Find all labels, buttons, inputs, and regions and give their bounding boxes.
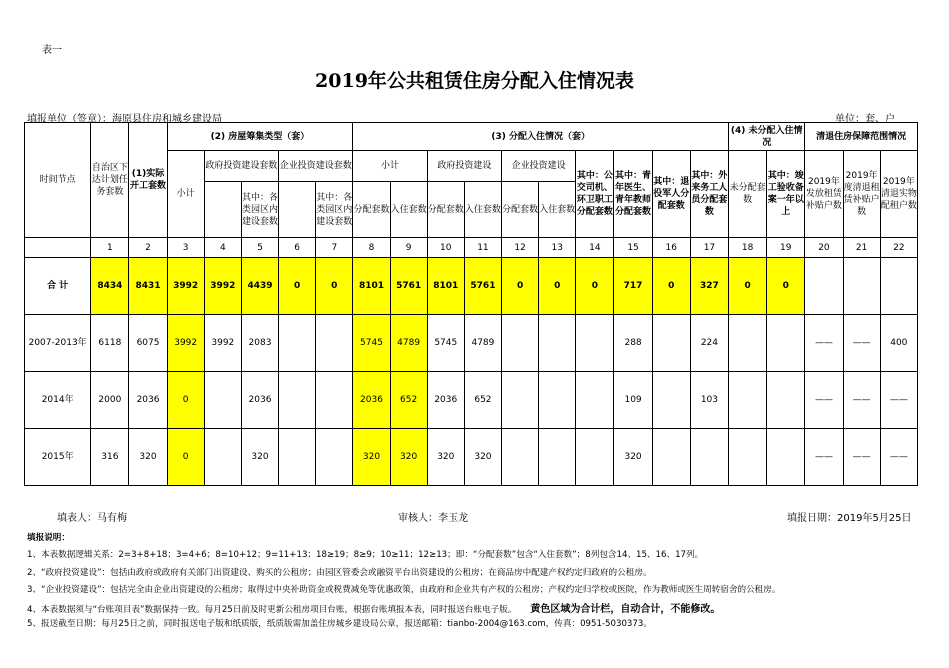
- column-number: 12: [502, 238, 539, 258]
- table-cell: [204, 429, 241, 486]
- row-label: 合 计: [25, 258, 91, 315]
- table-cell: [502, 372, 539, 429]
- table-cell: [767, 372, 805, 429]
- table-cell: [502, 315, 539, 372]
- table-cell: ——: [843, 372, 880, 429]
- table-cell: [767, 429, 805, 486]
- table-cell: 8431: [129, 258, 167, 315]
- document-title: 2019年公共租赁住房分配入住情况表: [315, 70, 634, 92]
- table-row: [25, 372, 918, 429]
- table-cell: 652: [464, 372, 501, 429]
- table-cell: [279, 429, 316, 486]
- column-number-row: [25, 238, 918, 258]
- table-cell: 8101: [427, 258, 464, 315]
- unit-label: 单位：套、户: [835, 114, 895, 125]
- header-col-12: 分配套数: [502, 182, 539, 238]
- column-number: 22: [880, 238, 917, 258]
- table-cell: 320: [129, 429, 167, 486]
- column-number: 7: [316, 238, 353, 258]
- table-cell: 2036: [353, 372, 390, 429]
- column-number: 16: [652, 238, 690, 258]
- table-cell: 717: [614, 258, 652, 315]
- table-cell: 5745: [427, 315, 464, 372]
- table-cell: [279, 372, 316, 429]
- column-number: 13: [539, 238, 576, 258]
- table-cell: ——: [805, 315, 843, 372]
- table-cell: 0: [167, 372, 204, 429]
- table-cell: [316, 372, 353, 429]
- table-cell: ——: [805, 429, 843, 486]
- table-cell: [729, 429, 767, 486]
- filling-unit: 填报单位（签章）：海原县住房和城乡建设局: [27, 114, 222, 125]
- row-label: 2014年: [25, 372, 91, 429]
- header-col-7: 其中：各类园区内建设套数: [316, 182, 353, 238]
- table-cell: 2083: [241, 315, 278, 372]
- notes-title: 填报说明：: [27, 533, 70, 543]
- note-item: 3、“企业投资建设”：包括完全由企业出资建设的公租房；取得过中央补助资金或税费减免等优惠政策，由政府和企业共有产权的公租房；产权约定归学校或医院，作为教师或医生周转宿舍的公租房。: [27, 585, 781, 595]
- table-cell: 224: [690, 315, 728, 372]
- fill-date: 填报日期：2019年5月25日: [787, 513, 912, 524]
- table-cell: 3992: [167, 258, 204, 315]
- table-cell: ——: [880, 429, 917, 486]
- table-cell: 320: [241, 429, 278, 486]
- header-col-1: 自治区下达计划任务套数: [91, 123, 129, 238]
- table-cell: 327: [690, 258, 728, 315]
- table-cell: [316, 315, 353, 372]
- table-cell: [576, 429, 614, 486]
- note-text: 4、本表数据须与“台账项目表”数据保持一致。每月25日前及时更新公租房项目台账，根据台账填报本表，同时报送台账电子版。: [27, 605, 517, 615]
- row-label: 2007-2013年: [25, 315, 91, 372]
- header-col-11: 入住套数: [464, 182, 501, 238]
- row-label: 2015年: [25, 429, 91, 486]
- table-cell: ——: [843, 429, 880, 486]
- header-col-2: (1)实际开工套数: [129, 123, 167, 238]
- allocation-table: [24, 122, 918, 486]
- header-col-19: 其中：竣工验收备案一年以上: [767, 151, 805, 238]
- note-item: 1、本表数据逻辑关系：2=3+8+18；3=4+6；8=10+12；9=11+13；18≥19；8≥9；10≥11；12≥13；即：“分配套数”包含“入住套数”；8列包含14、15、16、17列。: [27, 550, 704, 560]
- table-cell: [652, 315, 690, 372]
- header-gov-invest: 政府投资建设套数: [204, 151, 278, 182]
- column-number: 17: [690, 238, 728, 258]
- table-cell: 2036: [129, 372, 167, 429]
- table-cell: 3992: [204, 258, 241, 315]
- table-cell: [316, 429, 353, 486]
- table-row: [25, 429, 918, 486]
- table-cell: 400: [880, 315, 917, 372]
- header-subtotal: 小计: [353, 151, 427, 182]
- column-number: 11: [464, 238, 501, 258]
- column-number: 15: [614, 238, 652, 258]
- table-cell: [576, 372, 614, 429]
- table-cell: 0: [502, 258, 539, 315]
- column-number: 1: [91, 238, 129, 258]
- column-number: 5: [241, 238, 278, 258]
- note-item: [27, 600, 720, 615]
- table-cell: [843, 258, 880, 315]
- table-cell: ——: [880, 372, 917, 429]
- note-highlight-warning: 黄色区域为合计栏，自动合计，不能修改。: [530, 604, 721, 615]
- table-cell: 316: [91, 429, 129, 486]
- header-col-21: 2019年度清退租赁补贴户数: [843, 151, 880, 238]
- header-col-3: 小计: [167, 151, 204, 238]
- column-number: 21: [843, 238, 880, 258]
- table-cell: [652, 372, 690, 429]
- column-number-blank: [25, 238, 91, 258]
- table-cell: 6118: [91, 315, 129, 372]
- table-cell: ——: [843, 315, 880, 372]
- table-cell: 0: [652, 258, 690, 315]
- header-col-9: 入住套数: [390, 182, 427, 238]
- table-cell: [652, 429, 690, 486]
- column-number: 3: [167, 238, 204, 258]
- table-cell: [502, 429, 539, 486]
- column-number: 4: [204, 238, 241, 258]
- header-group-unallocated: (4) 未分配入住情况: [729, 123, 805, 151]
- header-col-13: 入住套数: [539, 182, 576, 238]
- table-cell: [539, 372, 576, 429]
- table-cell: 2036: [427, 372, 464, 429]
- filler-name: 填表人：马有梅: [57, 513, 127, 524]
- table-cell: [729, 315, 767, 372]
- table-cell: 320: [353, 429, 390, 486]
- header-group-housing-type: (2) 房屋筹集类型（套）: [167, 123, 353, 151]
- table-cell: 652: [390, 372, 427, 429]
- table-cell: [880, 258, 917, 315]
- table-cell: 109: [614, 372, 652, 429]
- table-cell: ——: [805, 372, 843, 429]
- column-number: 18: [729, 238, 767, 258]
- table-cell: [767, 315, 805, 372]
- table-cell: 3992: [204, 315, 241, 372]
- table-cell: 5761: [390, 258, 427, 315]
- table-cell: [729, 372, 767, 429]
- table-cell: 4439: [241, 258, 278, 315]
- table-row-total: [25, 258, 918, 315]
- header-time-node: 时间节点: [25, 123, 91, 238]
- header-col-22: 2019年清退实物配租户数: [880, 151, 917, 238]
- table-cell: 320: [464, 429, 501, 486]
- note-item: 5、报送截至日期：每月25日之前，同时报送电子版和纸质版，纸质版需加盖住房城乡建设局公章，报送邮箱：tianbo-2004@163.com，传真：0951-5030373。: [27, 619, 652, 629]
- table-cell: [690, 429, 728, 486]
- table-cell: 4789: [464, 315, 501, 372]
- column-number: 14: [576, 238, 614, 258]
- table-cell: [204, 372, 241, 429]
- column-number: 6: [279, 238, 316, 258]
- column-number: 20: [805, 238, 843, 258]
- header-col-5: 其中：各类园区内建设套数: [241, 182, 278, 238]
- table-cell: 2036: [241, 372, 278, 429]
- table-cell: 103: [690, 372, 728, 429]
- header-gov-build: 政府投资建设: [427, 151, 501, 182]
- column-number: 10: [427, 238, 464, 258]
- table-cell: [576, 315, 614, 372]
- header-col-16: 其中：退役军人分配套数: [652, 151, 690, 238]
- header-col-15: 其中：青年医生、青年教师分配套数: [614, 151, 652, 238]
- table-cell: 0: [767, 258, 805, 315]
- reviewer-name: 审核人：李玉龙: [398, 513, 468, 524]
- column-number: 9: [390, 238, 427, 258]
- header-col-8: 分配套数: [353, 182, 390, 238]
- table-cell: 320: [390, 429, 427, 486]
- header-col-14: 其中：公交司机、环卫职工分配套数: [576, 151, 614, 238]
- table-cell: 0: [167, 429, 204, 486]
- table-cell: 320: [427, 429, 464, 486]
- header-ent-invest: 企业投资建设套数: [279, 151, 353, 182]
- table-cell: [539, 315, 576, 372]
- header-col-6: [279, 182, 316, 238]
- column-number: 19: [767, 238, 805, 258]
- table-cell: 0: [576, 258, 614, 315]
- table-cell: 2000: [91, 372, 129, 429]
- header-ent-build: 企业投资建设: [502, 151, 576, 182]
- header-group-allocation: (3) 分配入住情况（套）: [353, 123, 729, 151]
- table-cell: 0: [539, 258, 576, 315]
- column-number: 8: [353, 238, 390, 258]
- header-col-4: [204, 182, 241, 238]
- table-cell: 0: [316, 258, 353, 315]
- column-number: 2: [129, 238, 167, 258]
- table-cell: 5745: [353, 315, 390, 372]
- table-cell: 0: [729, 258, 767, 315]
- table-cell: 320: [614, 429, 652, 486]
- note-item: 2、“政府投资建设”：包括由政府或政府有关部门出资建设、购买的公租房；由园区管委会或融资平台出资建设的公租房；在商品房中配建产权约定归政府的公租房。: [27, 568, 652, 578]
- table-cell: [539, 429, 576, 486]
- table-cell: [279, 315, 316, 372]
- table-cell: 0: [279, 258, 316, 315]
- table-cell: [805, 258, 843, 315]
- table-cell: 8434: [91, 258, 129, 315]
- table-row: [25, 315, 918, 372]
- table-cell: 6075: [129, 315, 167, 372]
- form-number: 表一: [42, 45, 62, 56]
- table-cell: 3992: [167, 315, 204, 372]
- header-col-20: 2019年发放租赁补贴户数: [805, 151, 843, 238]
- header-col-18: 未分配套数: [729, 151, 767, 238]
- table-cell: 4789: [390, 315, 427, 372]
- table-cell: 5761: [464, 258, 501, 315]
- header-group-clearance: 清退住房保障范围情况: [805, 123, 918, 151]
- header-col-10: 分配套数: [427, 182, 464, 238]
- header-col-17: 其中：外来务工人员分配套数: [690, 151, 728, 238]
- table-cell: 288: [614, 315, 652, 372]
- table-cell: 8101: [353, 258, 390, 315]
